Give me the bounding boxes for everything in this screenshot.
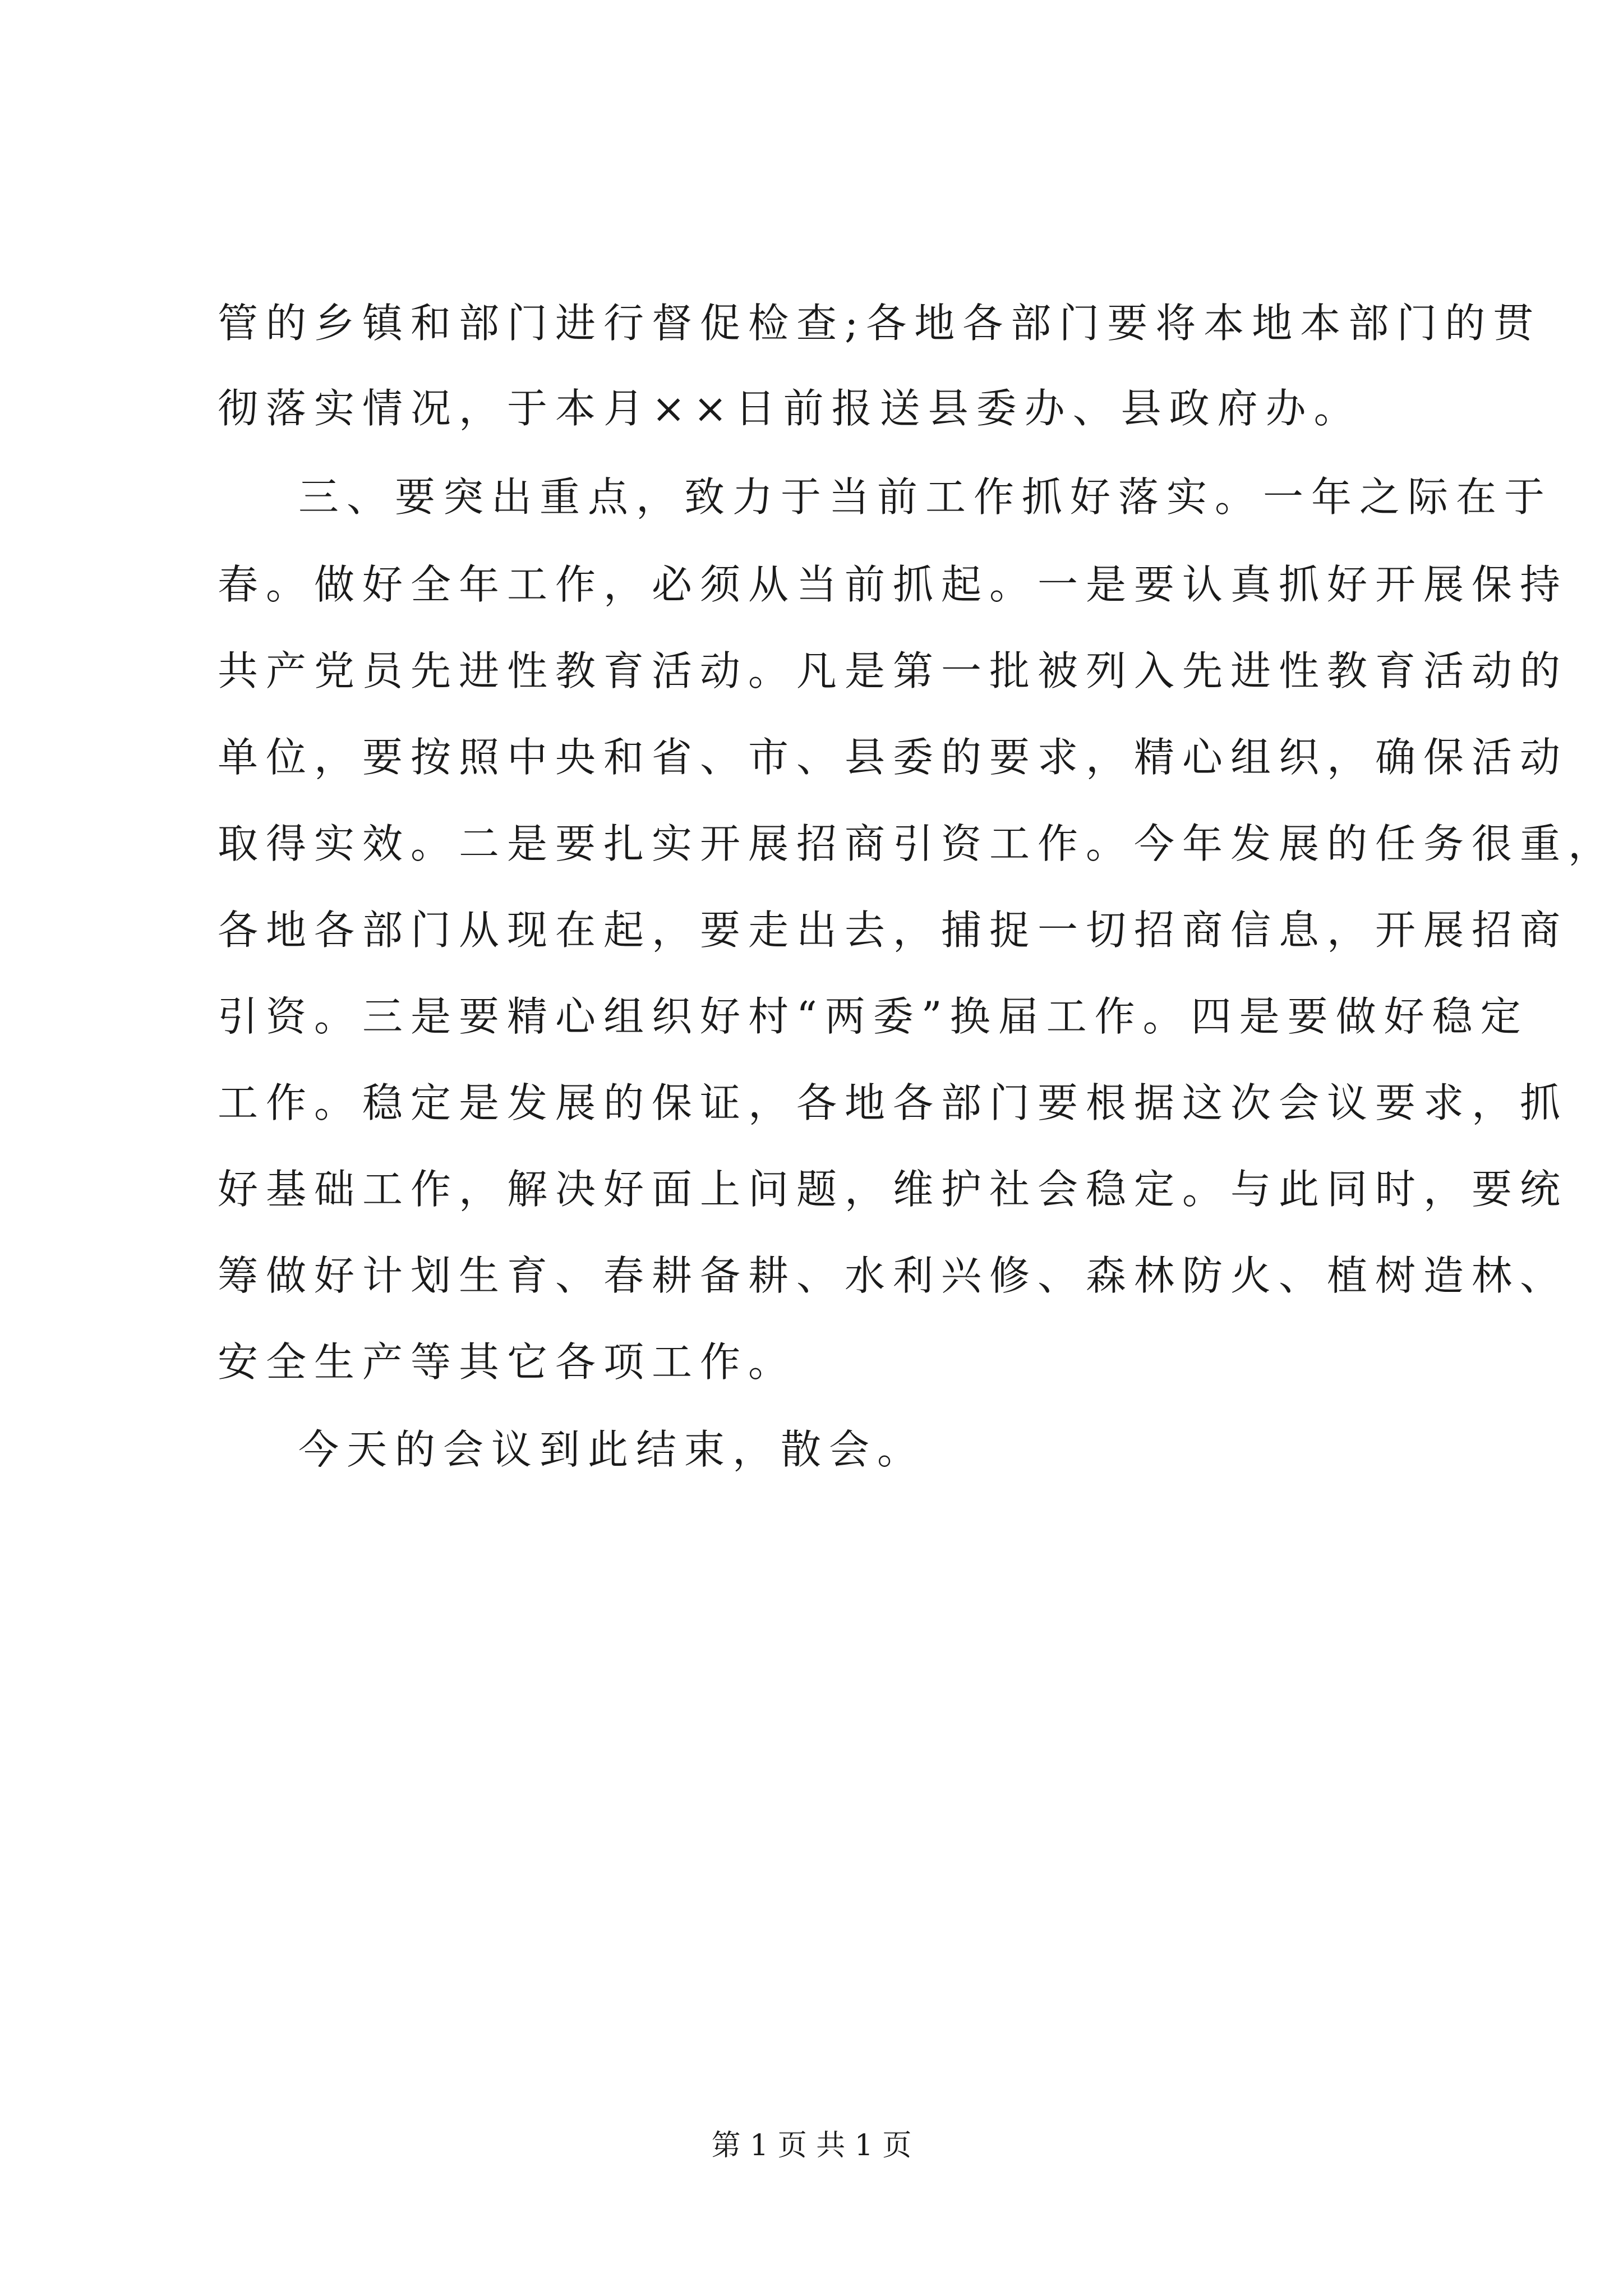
paragraph-3-line-1: 今天的会议到此结束，散会。 xyxy=(298,1426,926,1473)
paragraph-2-line-4: 单位，要按照中央和省、市、县委的要求，精心组织，确保活动 xyxy=(218,734,1569,781)
paragraph-1-line-1: 管的乡镇和部门进行督促检查;各地各部门要将本地本部门的贯 xyxy=(218,300,1542,347)
paragraph-2-line-1: 三、要突出重点，致力于当前工作抓好落实。一年之际在于 xyxy=(298,473,1553,521)
page-number-footer: 第 1 页 共 1 页 xyxy=(711,2129,912,2162)
paragraph-2-line-7: 引资。三是要精心组织好村“两委”换届工作。四是要做好稳定 xyxy=(218,993,1529,1040)
paragraph-2-line-2: 春。做好全年工作，必须从当前抓起。一是要认真抓好开展保持 xyxy=(218,561,1569,608)
paragraph-2-line-5: 取得实效。二是要扎实开展招商引资工作。今年发展的任务很重， xyxy=(218,820,1617,867)
paragraph-2-line-9: 好基础工作，解决好面上问题，维护社会稳定。与此同时，要统 xyxy=(218,1166,1569,1213)
paragraph-2-line-10: 筹做好计划生育、春耕备耕、水利兴修、森林防火、植树造林、 xyxy=(218,1252,1569,1299)
paragraph-2-line-11: 安全生产等其它各项工作。 xyxy=(218,1338,797,1386)
paragraph-2-line-8: 工作。稳定是发展的保证，各地各部门要根据这次会议要求，抓 xyxy=(218,1079,1569,1126)
paragraph-2-line-3: 共产党员先进性教育活动。凡是第一批被列入先进性教育活动的 xyxy=(218,647,1569,694)
paragraph-2-line-6: 各地各部门从现在起，要走出去，捕捉一切招商信息，开展招商 xyxy=(218,907,1569,954)
paragraph-1-line-2: 彻落实情况，于本月××日前报送县委办、县政府办。 xyxy=(218,385,1362,432)
